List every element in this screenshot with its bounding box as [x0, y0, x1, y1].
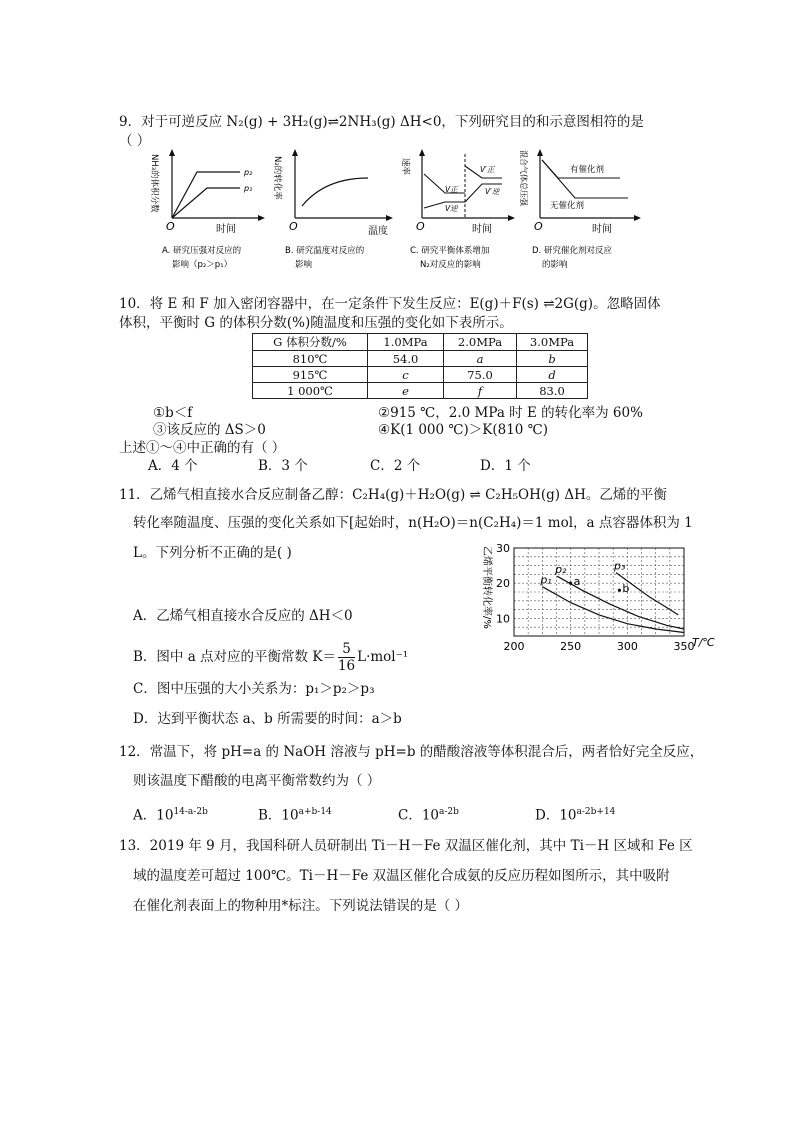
table-cell: 915℃	[253, 367, 368, 383]
q9a-caption1: A. 研究压强对反应的	[162, 246, 242, 256]
q11-stem1: 11．乙烯气相直接水合反应制备乙醇：C₂H₄(g)＋H₂O(g) ⇌ C₂H₅OH(g) ΔH。乙烯的平衡	[119, 487, 667, 503]
q10-opt1: ①b＜f	[153, 405, 193, 421]
series-label-1: p₁	[540, 573, 552, 587]
q9-chart-a	[149, 149, 265, 270]
q9c-caption2: N₂对反应的影响	[420, 260, 481, 270]
q11-optB-num: 5	[338, 641, 355, 658]
q9a-caption2: 影响（p₂＞p₁）	[172, 260, 233, 270]
q9a-line-p1	[172, 188, 240, 218]
q11-optB-fraction	[338, 641, 355, 674]
point-b	[618, 589, 621, 592]
q12-a-exp: 14-a-2b	[173, 807, 208, 817]
q9d-label-no-catalyst: 无催化剂	[550, 201, 585, 211]
q10-stem2: 体积，平衡时 G 的体积分数(%)随温度和压强的变化如下表所示。	[119, 315, 513, 331]
q13-stem2: 域的温度差可超过 100℃。Ti－H－Fe 双温区催化合成氨的反应历程如图所示，其中吸附	[133, 868, 670, 884]
q12-a-base: A．10	[133, 807, 174, 824]
q10-opt2: ②915 ℃，2.0 MPa 时 E 的转化率为 60%	[378, 405, 643, 421]
q9c-vn2: V′逆	[485, 187, 500, 196]
q9a-xlabel: 时间	[216, 224, 236, 235]
series-label-3: p₃	[614, 559, 626, 573]
q12-c-base: C．10	[398, 807, 440, 824]
q11-ylabel: 乙烯平衡转化率/%	[481, 546, 492, 629]
table-cell: 75.0	[444, 367, 517, 383]
q9-stem: 9．对于可逆反应 N₂(g) + 3H₂(g)⇌2NH₃(g) ΔH<0，下列研究目的和示意图相符的是	[119, 114, 644, 130]
q11-optB	[133, 641, 408, 674]
table-row	[253, 367, 588, 383]
q12-d-exp: a-2b+14	[576, 807, 616, 817]
q11-optB-post: L·mol⁻¹	[357, 649, 409, 665]
x-tick-label: 250	[560, 640, 582, 653]
q9b-caption1: B. 研究温度对反应的	[285, 246, 365, 256]
q11-optC: C．图中压强的大小关系为：p₁＞p₂＞p₃	[133, 681, 375, 697]
q9-chart-b	[272, 149, 393, 270]
q12-choice-a	[133, 803, 208, 825]
q9c-vn: V逆	[445, 204, 458, 213]
q9c-caption1: C. 研究平衡体系增加	[410, 246, 490, 256]
q9-figures	[140, 148, 660, 276]
q11-curves	[539, 560, 684, 633]
table-header: 3.0MPa	[517, 334, 588, 351]
q9c-vz: V正	[445, 185, 458, 194]
table-header-row	[253, 334, 588, 351]
q9-paren: （ ）	[119, 133, 151, 149]
q12-choice-b	[258, 803, 332, 825]
q10-choice-a: A．4 个	[148, 458, 198, 474]
y-tick-label: 10	[496, 612, 510, 626]
q9d-caption2: 的影响	[542, 260, 568, 270]
q10-ask: 上述①～④中正确的有（ ）	[119, 440, 286, 456]
table-row	[253, 383, 588, 399]
q9d-origin: O	[534, 220, 543, 233]
table-cell: e	[368, 383, 444, 399]
q10-stem1: 10．将 E 和 F 加入密闭容器中，在一定条件下发生反应：E(g)＋F(s) ⇌2G(g)。忽略固体	[119, 296, 661, 312]
q9d-caption1: D. 研究催化剂对反应	[532, 246, 612, 256]
table-cell: 54.0	[368, 351, 444, 367]
q11-stem3: L。下列分析不正确的是( )	[133, 545, 292, 561]
q9a-line-p2	[172, 172, 240, 218]
q9d-label-catalyst: 有催化剂	[570, 165, 605, 175]
q12-choice-d	[535, 803, 615, 825]
x-tick-label: 350	[673, 640, 695, 653]
q9b-curve	[302, 178, 368, 206]
point-a	[569, 582, 572, 585]
x-tick-label: 200	[503, 640, 525, 653]
q12-b-exp: a+b-14	[298, 807, 332, 817]
q9d-xlabel: 时间	[592, 224, 612, 235]
table-cell: c	[368, 367, 444, 383]
q13-stem3: 在催化剂表面上的物种用*标注。下列说法错误的是（ ）	[133, 898, 469, 914]
q9b-origin: O	[289, 220, 298, 233]
table-cell: 1 000℃	[253, 383, 368, 399]
q11-stem2: 转化率随温度、压强的变化关系如下[起始时，n(H₂O)＝n(C₂H₄)＝1 mol，a 点容器体积为 1	[133, 515, 693, 531]
point-label-a: a	[573, 575, 581, 589]
q9b-ylabel: N₂的转化率	[272, 156, 282, 200]
q12-stem1: 12．常温下，将 pH=a 的 NaOH 溶液与 pH=b 的醋酸溶液等体积混合后，两者恰好完全反应，	[119, 744, 704, 760]
q9c-ylabel: 速率	[400, 158, 410, 176]
q12-d-base: D．10	[535, 807, 577, 824]
q11-chart	[478, 540, 728, 665]
q10-choice-d: D．1 个	[480, 458, 531, 474]
q9b-caption2: 影响	[295, 260, 313, 270]
y-tick-label: 30	[496, 542, 510, 555]
q9a-origin: O	[166, 220, 175, 233]
q12-choice-c	[398, 803, 459, 825]
q9c-origin: O	[416, 220, 425, 233]
table-row	[253, 351, 588, 367]
table-header: G 体积分数/%	[253, 334, 368, 351]
q11-optB-pre: B．图中 a 点对应的平衡常数 K＝	[133, 649, 336, 665]
table-cell: d	[517, 367, 588, 383]
q9-chart-d	[519, 149, 641, 270]
q12-b-base: B．10	[258, 807, 299, 824]
q11-xlabel: T/℃	[692, 636, 715, 649]
q9-chart-c	[400, 149, 515, 270]
q9a-p2: p₂	[244, 168, 253, 177]
q13-stem1: 13．2019 年 9 月，我国科研人员研制出 Ti－H－Fe 双温区催化剂，其中 Ti－H 区域和 Fe 区	[119, 838, 693, 854]
q9a-ylabel: NH₃的体积分数	[149, 154, 159, 213]
table-cell: b	[517, 351, 588, 367]
q9c-vz2: V′正	[480, 165, 495, 174]
table-cell: f	[444, 383, 517, 399]
q11-optD: D．达到平衡状态 a、b 所需要的时间：a＞b	[133, 711, 402, 727]
table-cell: 810℃	[253, 351, 368, 367]
q12-stem2: 则该温度下醋酸的电离平衡常数约为（ ）	[133, 773, 381, 789]
table-header: 2.0MPa	[444, 334, 517, 351]
table-header: 1.0MPa	[368, 334, 444, 351]
q10-table	[252, 333, 588, 399]
series-label-2: p₂	[555, 563, 567, 577]
q9a-p1: p₁	[244, 184, 253, 193]
table-cell: 83.0	[517, 383, 588, 399]
table-cell: a	[444, 351, 517, 367]
q11-optA: A．乙烯气相直接水合反应的 ΔH＜0	[133, 608, 353, 624]
q9d-ylabel: 混合气体总压强	[519, 150, 528, 206]
q10-opt4: ④K(1 000 ℃)＞K(810 ℃)	[378, 422, 549, 438]
q10-opt3: ③该反应的 ΔS＞0	[153, 422, 266, 438]
q10-choice-b: B．3 个	[258, 458, 308, 474]
q12-c-exp: a-2b	[439, 807, 459, 817]
point-label-b: b	[622, 582, 630, 596]
y-tick-label: 20	[496, 577, 510, 591]
q11-optB-den: 16	[337, 658, 356, 674]
q10-choice-c: C．2 个	[370, 458, 421, 474]
q9c-xlabel: 时间	[472, 224, 492, 235]
q9b-xlabel: 温度	[368, 226, 388, 237]
x-tick-label: 300	[616, 640, 638, 653]
